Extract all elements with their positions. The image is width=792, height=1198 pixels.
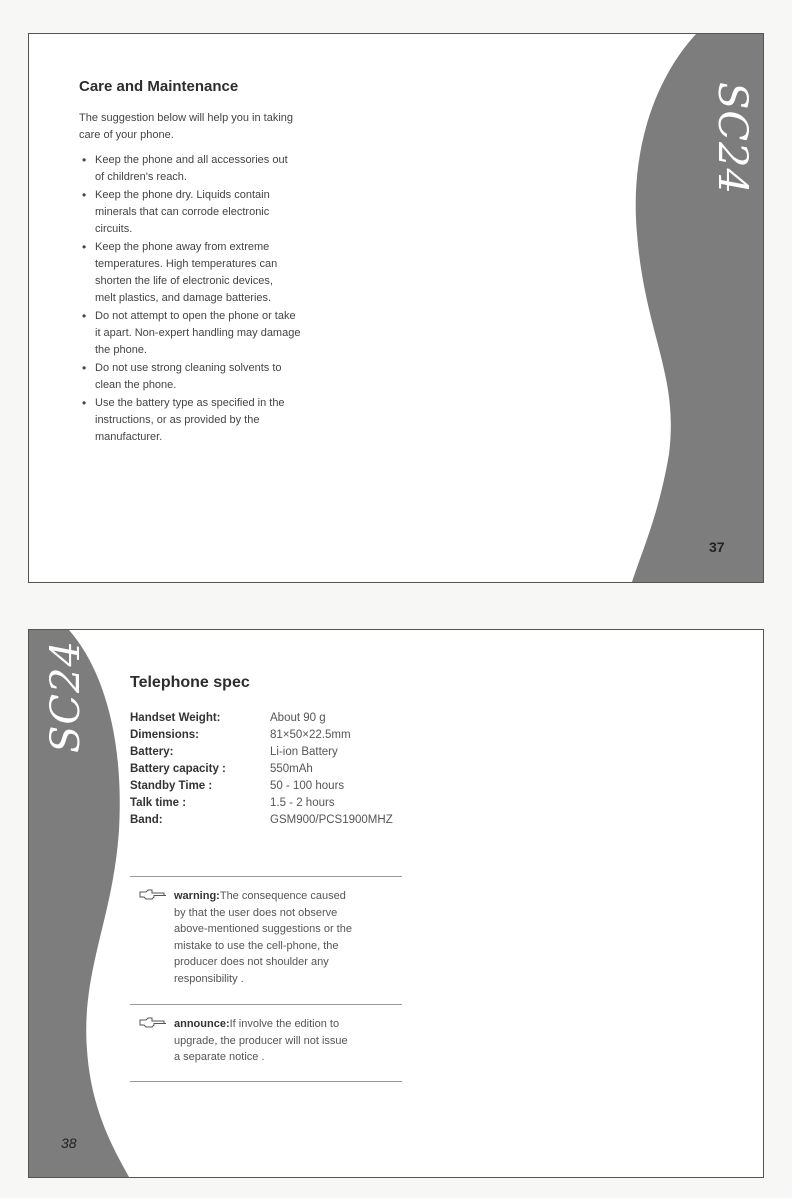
spec-label: Battery:: [130, 746, 174, 758]
spec-row: [130, 727, 393, 744]
manual-page-37: [28, 33, 764, 583]
divider: [130, 876, 402, 877]
pointing-hand-icon: [138, 1016, 168, 1030]
list-item-line: manufacturer.: [95, 431, 163, 443]
spec-row: [130, 761, 393, 778]
brand-logo: SC24: [43, 640, 89, 753]
spec-row: [130, 812, 393, 829]
divider: [130, 1004, 402, 1005]
page-number: 37: [709, 539, 725, 555]
note-line: upgrade, the producer will not issue: [174, 1034, 348, 1047]
list-item-line: instructions, or as provided by the: [95, 414, 260, 426]
list-item: [79, 239, 369, 307]
spec-label: Battery capacity :: [130, 763, 226, 775]
note-first-line: [130, 1016, 405, 1033]
list-item-line: • Keep the phone and all accessories out: [95, 154, 288, 166]
list-item: [79, 360, 369, 394]
note-text: If involve the edition to: [229, 1018, 340, 1030]
spec-label: Band:: [130, 814, 163, 826]
page-number: 38: [61, 1135, 77, 1151]
spec-value: 81×50×22.5mm: [270, 729, 351, 741]
spec-table: [130, 710, 393, 829]
intro-text: [79, 110, 359, 144]
list-item-line: • Keep the phone away from extreme: [95, 241, 270, 253]
brand-logo: SC24: [709, 82, 755, 195]
warning-note: [130, 888, 405, 987]
spec-label: Dimensions:: [130, 729, 200, 741]
note-first-line: [130, 888, 405, 905]
intro-line: The suggestion below will help you in taking: [79, 112, 294, 124]
list-item-line: shorten the life of electronic devices,: [95, 275, 273, 287]
note-keyword: announce:: [174, 1018, 230, 1030]
list-item-line: • Do not attempt to open the phone or take: [95, 310, 296, 322]
spec-value: 50 - 100 hours: [270, 780, 345, 792]
list-item: [79, 152, 369, 186]
list-item-line: circuits.: [95, 223, 133, 235]
note-text: The consequence caused: [219, 890, 346, 902]
spec-value: Li-ion Battery: [270, 746, 338, 758]
spec-row: [130, 778, 393, 795]
note-line: producer does not shoulder any: [174, 956, 329, 968]
divider: [130, 1081, 402, 1082]
list-item-line: clean the phone.: [95, 379, 177, 391]
list-item-line: of children's reach.: [95, 171, 187, 183]
page-title: Telephone spec: [130, 674, 250, 691]
announce-note: [130, 1016, 405, 1066]
spec-value: GSM900/PCS1900MHZ: [270, 814, 393, 826]
list-item: [79, 395, 369, 446]
list-item: [79, 187, 369, 238]
care-bullet-list: [79, 152, 369, 447]
note-line: mistake to use the cell-phone, the: [174, 939, 339, 952]
list-item-line: minerals that can corrode electronic: [95, 206, 270, 218]
spec-row: [130, 710, 393, 727]
list-item-line: temperatures. High temperatures can: [95, 258, 278, 270]
pointing-hand-icon: [138, 888, 168, 902]
list-item-line: • Use the battery type as specified in the: [95, 397, 285, 409]
list-item-line: • Keep the phone dry. Liquids contain: [95, 189, 270, 201]
list-item: [79, 308, 369, 359]
manual-page-38: [28, 629, 764, 1178]
list-item-line: the phone.: [95, 344, 147, 356]
list-item-line: • Do not use strong cleaning solvents to: [95, 362, 282, 374]
note-line: responsibility .: [174, 972, 244, 985]
page-title: Care and Maintenance: [79, 78, 239, 95]
spec-value: About 90 g: [270, 712, 326, 724]
note-keyword: warning:: [174, 890, 220, 902]
spec-row: [130, 744, 393, 761]
note-line: by that the user does not observe: [174, 906, 338, 919]
spec-row: [130, 795, 393, 812]
spec-label: Handset Weight:: [130, 712, 221, 724]
spec-value: 550mAh: [270, 763, 313, 775]
spec-label: Talk time :: [130, 797, 187, 809]
spec-label: Standby Time :: [130, 780, 213, 792]
note-line: a separate notice .: [174, 1051, 265, 1063]
spec-value: 1.5 - 2 hours: [270, 797, 335, 809]
list-item-line: melt plastics, and damage batteries.: [95, 292, 272, 304]
note-line: above-mentioned suggestions or the: [174, 923, 352, 935]
list-item-line: it apart. Non-expert handling may damage: [95, 327, 301, 339]
intro-line: care of your phone.: [79, 129, 174, 141]
